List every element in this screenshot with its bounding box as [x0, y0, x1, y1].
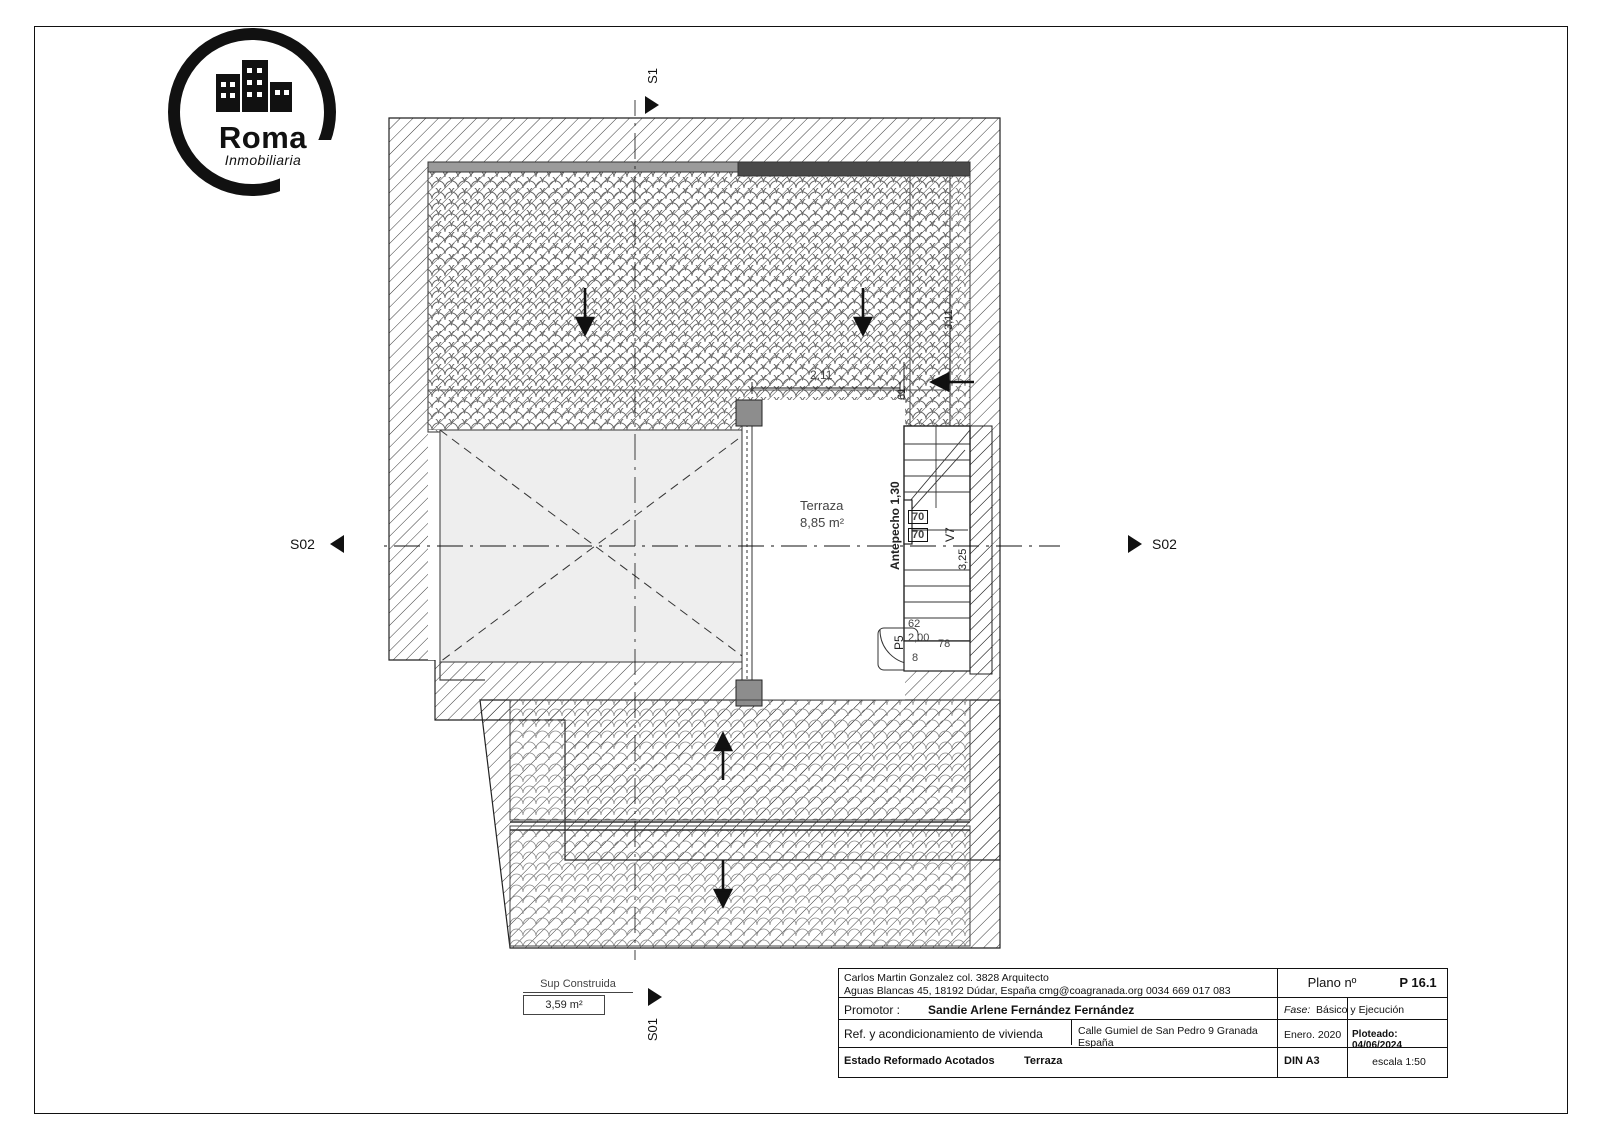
title-block	[838, 968, 1448, 1078]
door-num-78: 78	[938, 638, 951, 650]
dim-2-11: 2,11	[810, 368, 833, 382]
estado-label: Estado Reformado Acotados	[844, 1055, 995, 1067]
building-icon	[216, 60, 292, 112]
address-line2: España	[1078, 1037, 1114, 1049]
section-marker-right-arrow	[1128, 535, 1142, 553]
section-marker-bottom-arrow	[648, 988, 662, 1006]
tb-vline-3	[1071, 1019, 1072, 1045]
plano-label: Plano nº	[1307, 975, 1357, 990]
plano-value: P 16.1	[1399, 975, 1437, 990]
section-marker-top-label: S1	[645, 68, 660, 84]
door-height: 2,00	[908, 632, 930, 644]
room-area: 8,85 m²	[800, 515, 845, 530]
format-label: DIN A3	[1284, 1055, 1320, 1067]
section-marker-right-label: S02	[1152, 536, 1177, 552]
window-height: 70	[908, 528, 928, 542]
section-marker-top-arrow	[645, 96, 659, 114]
plot-label: Ploteado: 04/06/2024	[1352, 1029, 1403, 1051]
scale-label: escala 1:50	[1372, 1056, 1426, 1068]
section-marker-left-arrow	[330, 535, 344, 553]
room-label: Terraza	[800, 498, 844, 513]
architect-line2: Aguas Blancas 45, 18192 Dúdar, España cmg@coagranada.org 0034 669 017 083	[844, 985, 1231, 997]
promotor-label: Promotor :	[844, 1003, 901, 1017]
dim-3-25: 3,25	[957, 548, 969, 570]
door-code-p5: P5	[892, 635, 906, 650]
company-logo	[160, 22, 350, 212]
sup-construida-value: 3,59 m²	[523, 995, 605, 1015]
estado-value: Terraza	[1024, 1055, 1063, 1067]
promotor-value: Sandie Arlene Fernández Fernández	[928, 1003, 1135, 1017]
dim-61: 61	[896, 387, 908, 400]
logo-name: Roma	[218, 120, 308, 155]
window-width: 70	[908, 510, 928, 524]
section-marker-left-label: S02	[290, 536, 315, 552]
door-width: 62	[908, 618, 921, 630]
floor-plan-drawing	[380, 100, 1060, 960]
door-num-8: 8	[912, 652, 919, 664]
dim-3-11: 3,11	[943, 309, 955, 330]
sup-construida-label: Sup Construida	[540, 978, 616, 990]
fase-value: Básico y Ejecución	[1316, 1004, 1405, 1016]
date-label: Enero. 2020	[1284, 1029, 1342, 1041]
antepecho-label: Antepecho 1,30	[888, 481, 902, 570]
architect-line1: Carlos Martin Gonzalez col. 3828 Arquitecto	[844, 972, 1049, 984]
address-line1: Calle Gumiel de San Pedro 9 Granada	[1078, 1025, 1258, 1037]
fase-label: Fase:	[1284, 1004, 1311, 1016]
ref-label: Ref. y acondicionamiento de vivienda	[844, 1027, 1043, 1041]
logo-subtitle: Inmobiliaria	[224, 152, 302, 168]
sup-underline	[523, 992, 633, 993]
window-code-v7: V7	[943, 527, 957, 542]
section-marker-bottom-label: S01	[645, 1018, 660, 1042]
